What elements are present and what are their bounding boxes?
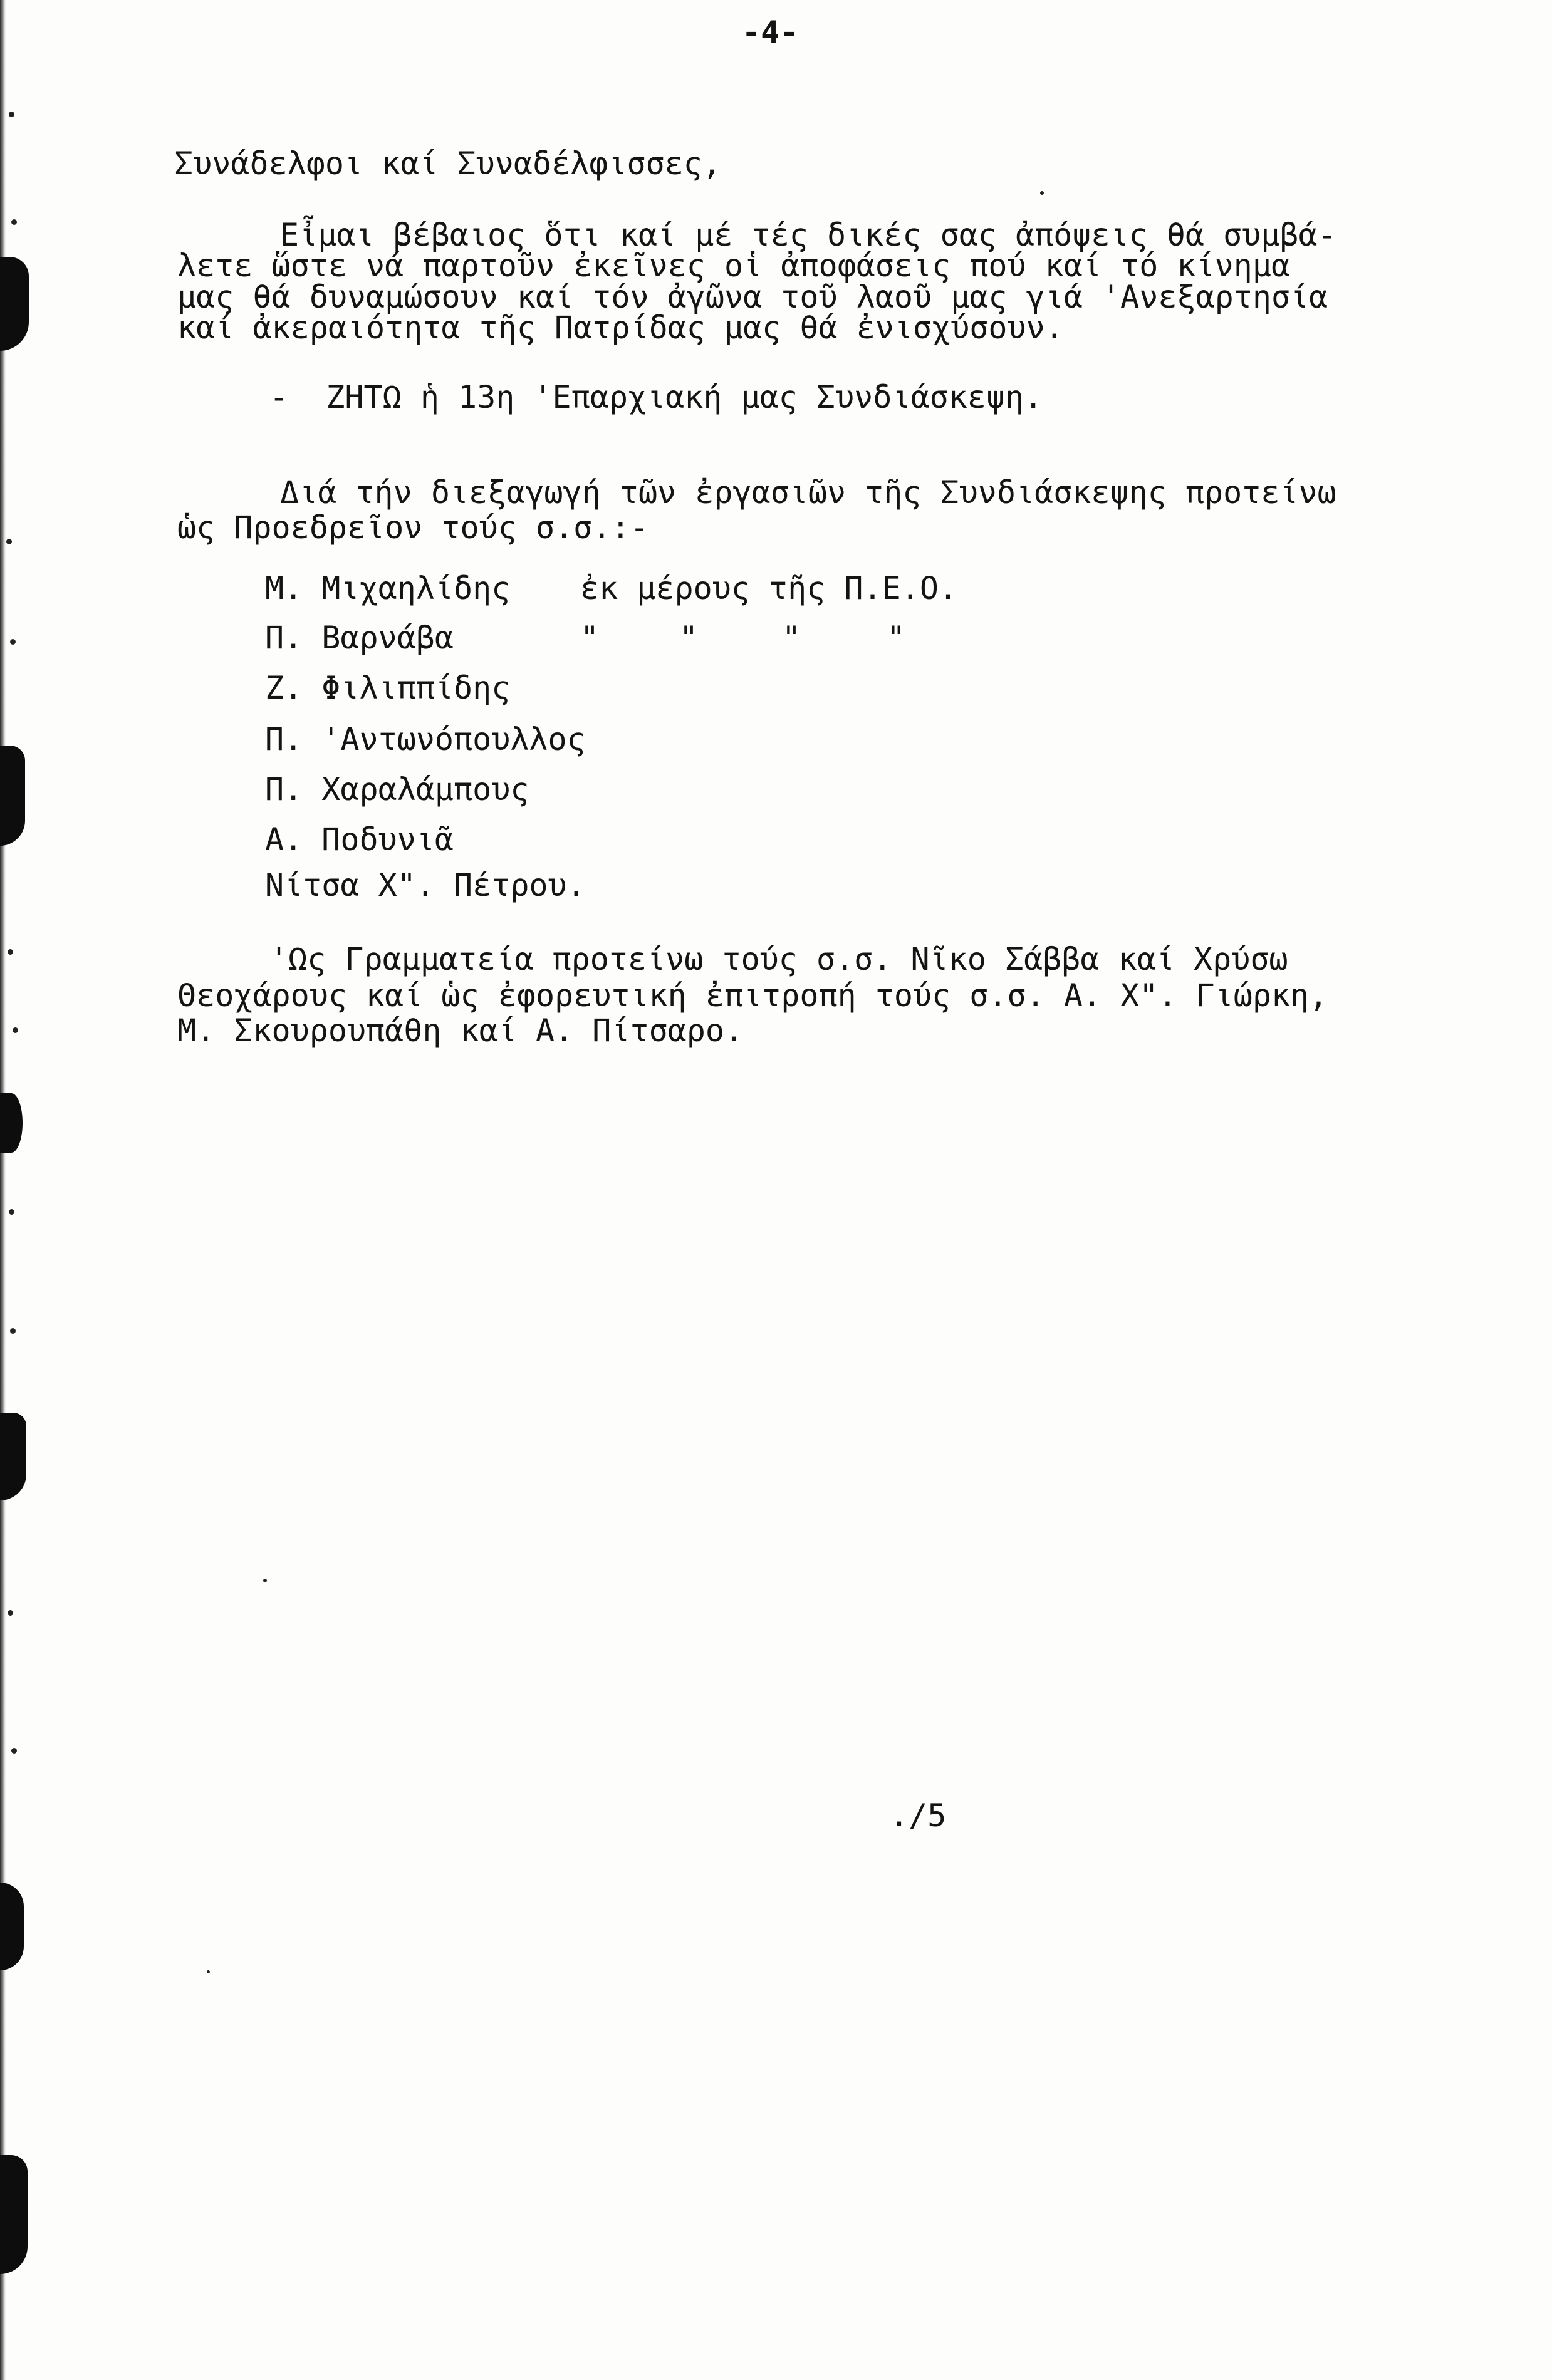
list-item: Μ. Μιχαηλίδης bbox=[265, 570, 511, 606]
ditto-mark: " bbox=[782, 620, 801, 656]
scan-speck bbox=[8, 1610, 13, 1616]
paragraph-line: Εἶμαι βέβαιος ὅτι καί μέ τές δικές σας ἀπόψεις θά συμβά- bbox=[280, 217, 1336, 253]
scan-speck bbox=[13, 1027, 18, 1033]
slogan: - ΖΗΤΩ ἡ 13η 'Επαρχιακή μας Συνδιάσκεψη. bbox=[269, 379, 1043, 415]
list-item: Π. Βαρνάβα bbox=[265, 620, 454, 656]
scan-speck bbox=[263, 1579, 267, 1582]
binding-edge-shadow bbox=[0, 0, 6, 2380]
paragraph-line: λετε ὥστε νά παρτοῦν ἐκεῖνες οἱ ἀποφάσεις πού καί τό κίνημα bbox=[177, 247, 1291, 284]
binding-mark bbox=[0, 746, 25, 846]
paragraph-line: ὡς Προεδρεῖον τούς σ.σ.:- bbox=[177, 509, 649, 546]
list-item: Π. Χαραλάμπους bbox=[265, 771, 529, 808]
list-item: Π. 'Αντωνόπουλλος bbox=[265, 721, 586, 757]
list-item: Ζ. Φιλιππίδης bbox=[265, 670, 511, 706]
salutation: Συνάδελφοι καί Συναδέλφισσες, bbox=[174, 145, 721, 182]
binding-mark bbox=[0, 1093, 23, 1153]
binding-mark bbox=[0, 257, 29, 351]
continuation-marker: ./5 bbox=[890, 1797, 947, 1834]
scan-speck bbox=[11, 219, 17, 225]
scan-speck bbox=[10, 639, 16, 645]
paragraph-line: καί ἀκεραιότητα τῆς Πατρίδας μας θά ἐνισχύσουν. bbox=[177, 309, 1064, 346]
binding-mark bbox=[0, 1883, 24, 1970]
ditto-mark: " bbox=[679, 620, 699, 656]
paragraph-line: Μ. Σκουρουπάθη καί Α. Πίτσαρο. bbox=[177, 1012, 744, 1049]
ditto-mark: " bbox=[580, 620, 600, 656]
scan-speck bbox=[207, 1970, 210, 1973]
scan-speck bbox=[9, 1209, 14, 1215]
binding-mark bbox=[0, 1413, 26, 1500]
ditto-mark: " bbox=[887, 620, 906, 656]
paragraph-line: Διά τήν διεξαγωγή τῶν ἐργασιῶν τῆς Συνδιάσκεψης προτείνω bbox=[280, 474, 1336, 511]
list-item: Νίτσα Χ". Πέτρου. bbox=[265, 867, 586, 903]
scan-speck bbox=[10, 1328, 16, 1334]
paragraph-line: Θεοχάρους καί ὡς ἐφορευτική ἐπιτροπή τούς σ.σ. Α. Χ". Γιώρκη, bbox=[177, 977, 1328, 1014]
scan-speck bbox=[11, 1748, 17, 1754]
binding-mark bbox=[0, 2155, 28, 2274]
list-item: Α. Ποδυνιᾶ bbox=[265, 821, 454, 858]
paragraph-line: 'Ως Γραμματεία προτείνω τούς σ.σ. Νῖκο Σάββα καί Χρύσω bbox=[269, 941, 1288, 977]
scan-speck bbox=[9, 112, 14, 117]
scan-speck bbox=[1040, 191, 1044, 195]
scan-speck bbox=[6, 539, 12, 544]
scan-speck bbox=[8, 949, 13, 955]
page-number: -4- bbox=[742, 14, 799, 51]
paragraph-line: μας θά δυναμώσουν καί τόν ἀγῶνα τοῦ λαοῦ μας γιά 'Ανεξαρτησία bbox=[177, 279, 1328, 315]
list-item-affiliation: ἐκ μέρους τῆς Π.Ε.Ο. bbox=[580, 570, 958, 606]
